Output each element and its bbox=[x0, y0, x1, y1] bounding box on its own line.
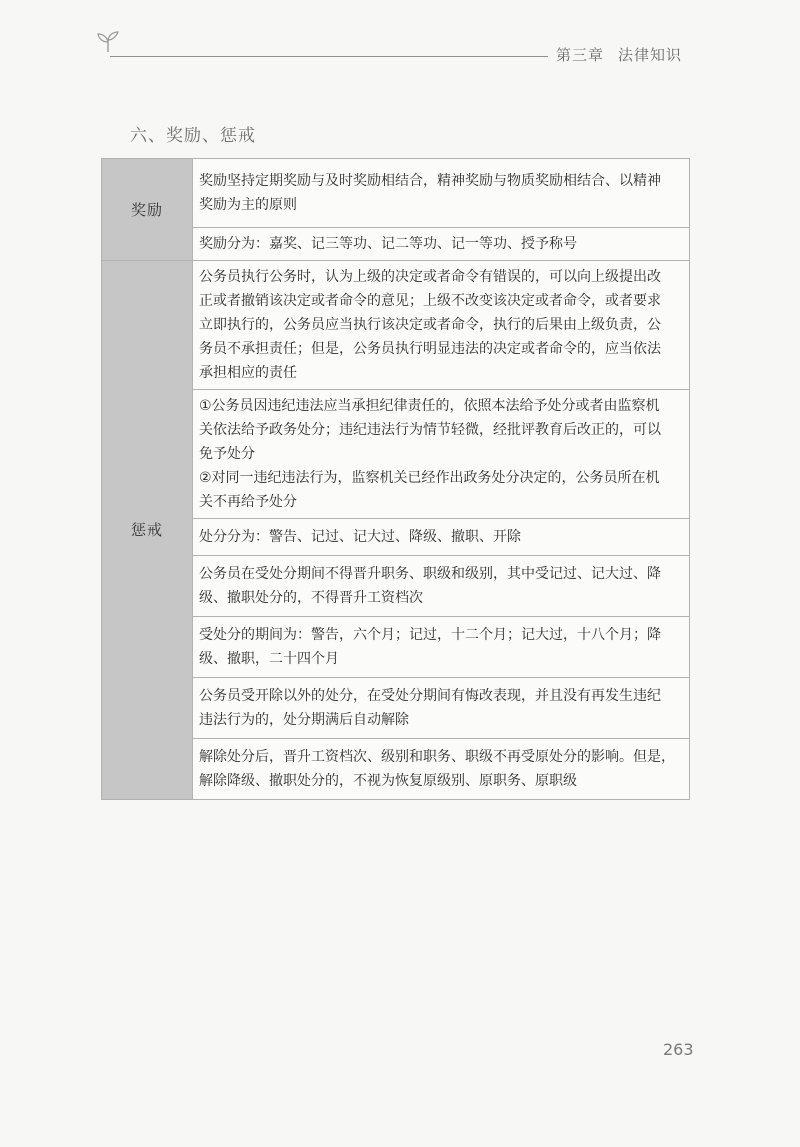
section-title: 六、奖励、惩戒 bbox=[130, 126, 256, 146]
header-rule bbox=[110, 56, 548, 57]
chapter-title: 法律知识 bbox=[618, 46, 683, 64]
table-cell: 奖励坚持定期奖励与及时奖励相结合，精神奖励与物质奖励相结合、以精神 奖励为主的原则 bbox=[193, 159, 690, 228]
table-cell: 公务员执行公务时，认为上级的决定或者命令有错误的，可以向上级提出改 正或者撤销该决定或者命令的意见；上级不改变该决定或者命令，或者要求 立即执行的，公务员应当执行该决定或者命令，执行的后果由上级负责，公 务员不承担责任；但是，公务员执行明显违法的决定或者命令的，应当依法 承担相应的责任 bbox=[193, 261, 690, 390]
page-header bbox=[0, 0, 800, 70]
table-cell: 受处分的期间为：警告，六个月；记过，十二个月；记大过，十八个月；降 级、撤职，二十四个月 bbox=[193, 617, 690, 678]
table-cell: 公务员在受处分期间不得晋升职务、职级和级别，其中受记过、记大过、降 级、撤职处分的，不得晋升工资档次 bbox=[193, 556, 690, 617]
table-row bbox=[102, 159, 690, 228]
table-row bbox=[102, 261, 690, 390]
chapter-number: 第三章 bbox=[556, 46, 605, 64]
table-cell: 处分分为：警告、记过、记大过、降级、撤职、开除 bbox=[193, 519, 690, 556]
sprout-icon bbox=[95, 30, 121, 54]
running-header bbox=[556, 44, 682, 65]
category-discipline: 惩戒 bbox=[102, 261, 193, 800]
table-cell: ①公务员因违纪违法应当承担纪律责任的，依照本法给予处分或者由监察机 关依法给予政务处分；违纪违法行为情节轻微，经批评教育后改正的，可以 免予处分 ②对同一违纪违法行为，监察机关已经作出政务处分决定的，公务员所在机 关不再给予处分 bbox=[193, 390, 690, 519]
table-cell: 公务员受开除以外的处分，在受处分期间有悔改表现，并且没有再发生违纪 违法行为的，处分期满后自动解除 bbox=[193, 678, 690, 739]
category-reward: 奖励 bbox=[102, 159, 193, 261]
page-number: 263 bbox=[663, 1040, 694, 1059]
table-cell: 解除处分后，晋升工资档次、级别和职务、职级不再受原处分的影响。但是， 解除降级、撤职处分的，不视为恢复原级别、原职务、原职级 bbox=[193, 739, 690, 800]
table-cell: 奖励分为：嘉奖、记三等功、记二等功、记一等功、授予称号 bbox=[193, 228, 690, 261]
rewards-discipline-table bbox=[101, 158, 690, 800]
